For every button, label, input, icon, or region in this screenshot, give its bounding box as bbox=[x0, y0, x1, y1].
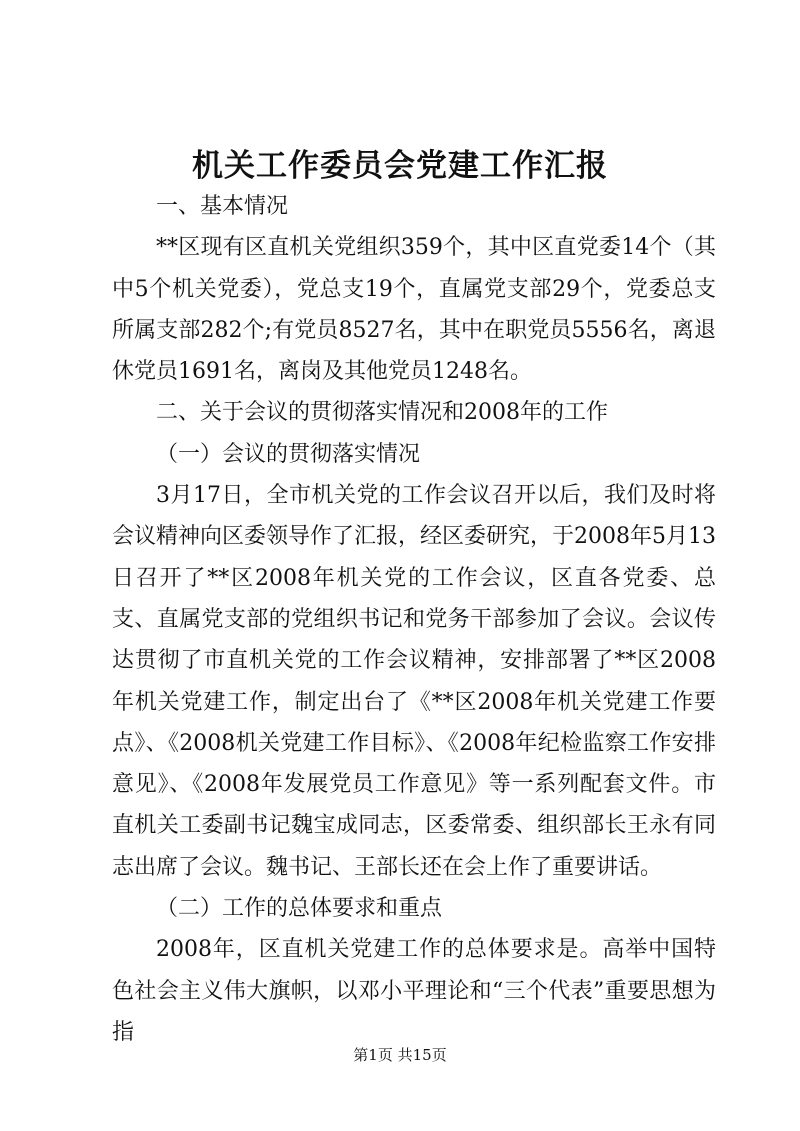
paragraph-meeting-details: 3月17日，全市机关党的工作会议召开以后，我们及时将会议精神向区委领导作了汇报，经区委研究，于2008年5月13日召开了**区2008年机关党的工作会议，区直各党委、总支、直属党支部的党组织书记和党务干部参加了会议。会议传达贯彻了市直机关党的工作会议精神，安排部署了**区2008年机关党建工作，制定出台了《**区2008年机关党建工作要点》、《2008机关党建工作目标》、《2008年纪检监察工作安排意见》、《2008年发展党员工作意见》等一系列配套文件。市直机关工委副书记魏宝成同志，区委常委、组织部长王永有同志出席了会议。魏书记、王部长还在会上作了重要讲话。 bbox=[112, 483, 716, 880]
paragraph-party-organization-stats: **区现有区直机关党组织359个，其中区直党委14个（其中5个机关党委），党总支19个，直属党支部29个，党委总支所属支部282个;有党员8527名，其中在职党员5556名，离退休党员1691名，离岗及其他党员1248名。 bbox=[112, 235, 716, 385]
document-body bbox=[112, 186, 716, 1053]
subsection-heading-implementation: （一）会议的贯彻落实情况 bbox=[156, 441, 421, 467]
page-number-footer: 第1页 共15页 bbox=[353, 1046, 447, 1064]
document-title: 机关工作委员会党建工作汇报 bbox=[192, 148, 608, 184]
paragraph-overall-requirements: 2008年，区直机关党建工作的总体要求是。高举中国特色社会主义伟大旗帜，以邓小平理论和“三个代表”重要思想为指 bbox=[112, 937, 716, 1045]
subsection-heading-requirements: （二）工作的总体要求和重点 bbox=[156, 896, 443, 922]
section-heading-basic-info: 一、基本情况 bbox=[156, 194, 289, 219]
section-heading-meeting-implementation: 二、关于会议的贯彻落实情况和2008年的工作 bbox=[156, 400, 608, 426]
